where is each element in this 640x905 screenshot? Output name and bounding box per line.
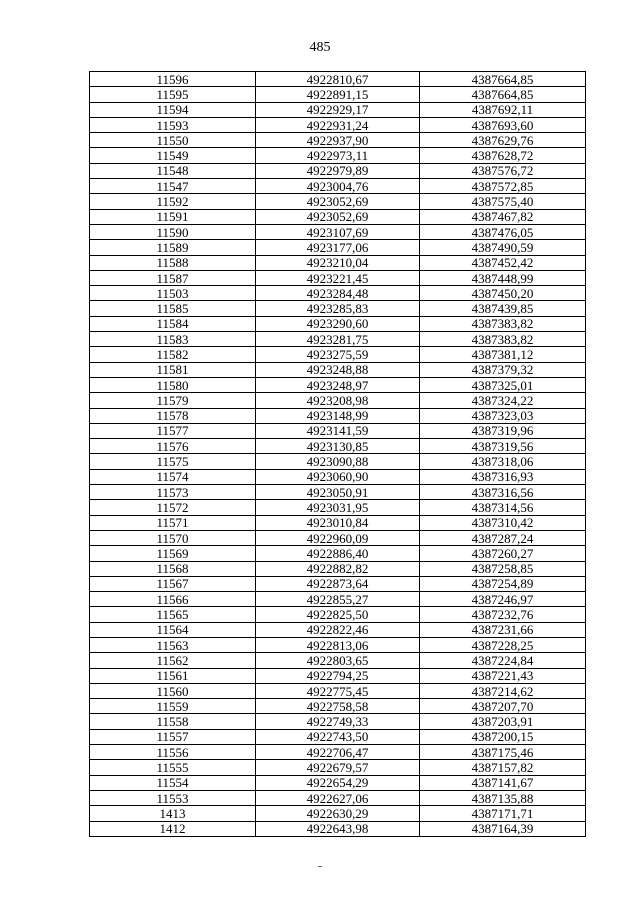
point-number-cell: 11575 [90, 454, 256, 469]
x-coordinate-cell: 4922929,17 [256, 102, 420, 117]
x-coordinate-cell: 4922979,89 [256, 163, 420, 178]
y-coordinate-cell: 4387575,40 [420, 194, 586, 209]
y-coordinate-cell: 4387448,99 [420, 270, 586, 285]
y-coordinate-cell: 4387232,76 [420, 607, 586, 622]
table-row [90, 255, 586, 270]
x-coordinate-cell: 4923208,98 [256, 393, 420, 408]
y-coordinate-cell: 4387246,97 [420, 592, 586, 607]
point-number-cell: 11566 [90, 592, 256, 607]
y-coordinate-cell: 4387439,85 [420, 301, 586, 316]
point-number-cell: 11573 [90, 485, 256, 500]
table-row [90, 714, 586, 729]
y-coordinate-cell: 4387260,27 [420, 546, 586, 561]
table-row [90, 240, 586, 255]
table-row [90, 72, 586, 87]
x-coordinate-cell: 4923275,59 [256, 347, 420, 362]
y-coordinate-cell: 4387324,22 [420, 393, 586, 408]
point-number-cell: 11579 [90, 393, 256, 408]
coordinates-table-body [90, 72, 586, 837]
y-coordinate-cell: 4387628,72 [420, 148, 586, 163]
y-coordinate-cell: 4387383,82 [420, 316, 586, 331]
y-coordinate-cell: 4387200,15 [420, 729, 586, 744]
x-coordinate-cell: 4922627,06 [256, 790, 420, 805]
point-number-cell: 11549 [90, 148, 256, 163]
y-coordinate-cell: 4387224,84 [420, 653, 586, 668]
point-number-cell: 11576 [90, 439, 256, 454]
x-coordinate-cell: 4922654,29 [256, 775, 420, 790]
table-row [90, 806, 586, 821]
x-coordinate-cell: 4923090,88 [256, 454, 420, 469]
y-coordinate-cell: 4387450,20 [420, 286, 586, 301]
point-number-cell: 11596 [90, 72, 256, 87]
table-row [90, 561, 586, 576]
point-number-cell: 11574 [90, 469, 256, 484]
table-row [90, 270, 586, 285]
y-coordinate-cell: 4387572,85 [420, 179, 586, 194]
table-row [90, 439, 586, 454]
table-row [90, 469, 586, 484]
point-number-cell: 11568 [90, 561, 256, 576]
y-coordinate-cell: 4387316,93 [420, 469, 586, 484]
x-coordinate-cell: 4922822,46 [256, 622, 420, 637]
table-row [90, 224, 586, 239]
y-coordinate-cell: 4387203,91 [420, 714, 586, 729]
x-coordinate-cell: 4923052,69 [256, 209, 420, 224]
x-coordinate-cell: 4923177,06 [256, 240, 420, 255]
point-number-cell: 11578 [90, 408, 256, 423]
point-number-cell: 1413 [90, 806, 256, 821]
x-coordinate-cell: 4923248,88 [256, 362, 420, 377]
point-number-cell: 11554 [90, 775, 256, 790]
y-coordinate-cell: 4387467,82 [420, 209, 586, 224]
table-row [90, 148, 586, 163]
point-number-cell: 11584 [90, 316, 256, 331]
point-number-cell: 11590 [90, 224, 256, 239]
x-coordinate-cell: 4922931,24 [256, 117, 420, 132]
y-coordinate-cell: 4387383,82 [420, 332, 586, 347]
y-coordinate-cell: 4387629,76 [420, 133, 586, 148]
point-number-cell: 11594 [90, 102, 256, 117]
table-row [90, 821, 586, 836]
y-coordinate-cell: 4387319,56 [420, 439, 586, 454]
point-number-cell: 11565 [90, 607, 256, 622]
point-number-cell: 11588 [90, 255, 256, 270]
table-row [90, 347, 586, 362]
table-row [90, 485, 586, 500]
y-coordinate-cell: 4387664,85 [420, 72, 586, 87]
x-coordinate-cell: 4923284,48 [256, 286, 420, 301]
x-coordinate-cell: 4922937,90 [256, 133, 420, 148]
x-coordinate-cell: 4922886,40 [256, 546, 420, 561]
table-row [90, 668, 586, 683]
x-coordinate-cell: 4922679,57 [256, 760, 420, 775]
table-row [90, 117, 586, 132]
y-coordinate-cell: 4387325,01 [420, 377, 586, 392]
point-number-cell: 11564 [90, 622, 256, 637]
table-row [90, 775, 586, 790]
point-number-cell: 11561 [90, 668, 256, 683]
y-coordinate-cell: 4387171,71 [420, 806, 586, 821]
point-number-cell: 1412 [90, 821, 256, 836]
table-row [90, 622, 586, 637]
y-coordinate-cell: 4387316,56 [420, 485, 586, 500]
x-coordinate-cell: 4922630,29 [256, 806, 420, 821]
x-coordinate-cell: 4922960,09 [256, 530, 420, 545]
y-coordinate-cell: 4387157,82 [420, 760, 586, 775]
x-coordinate-cell: 4922743,50 [256, 729, 420, 744]
point-number-cell: 11559 [90, 699, 256, 714]
table-row [90, 194, 586, 209]
y-coordinate-cell: 4387379,32 [420, 362, 586, 377]
table-row [90, 163, 586, 178]
table-row [90, 637, 586, 652]
table-row [90, 683, 586, 698]
x-coordinate-cell: 4923248,97 [256, 377, 420, 392]
point-number-cell: 11553 [90, 790, 256, 805]
footer-mark [318, 866, 322, 867]
y-coordinate-cell: 4387221,43 [420, 668, 586, 683]
point-number-cell: 11547 [90, 179, 256, 194]
point-number-cell: 11503 [90, 286, 256, 301]
table-row [90, 316, 586, 331]
table-row [90, 699, 586, 714]
x-coordinate-cell: 4922973,11 [256, 148, 420, 163]
x-coordinate-cell: 4922794,25 [256, 668, 420, 683]
table-row [90, 393, 586, 408]
table-row [90, 546, 586, 561]
x-coordinate-cell: 4922882,82 [256, 561, 420, 576]
x-coordinate-cell: 4923290,60 [256, 316, 420, 331]
x-coordinate-cell: 4922873,64 [256, 576, 420, 591]
table-row [90, 286, 586, 301]
table-row [90, 790, 586, 805]
point-number-cell: 11563 [90, 637, 256, 652]
point-number-cell: 11569 [90, 546, 256, 561]
y-coordinate-cell: 4387164,39 [420, 821, 586, 836]
point-number-cell: 11562 [90, 653, 256, 668]
point-number-cell: 11572 [90, 500, 256, 515]
y-coordinate-cell: 4387318,06 [420, 454, 586, 469]
x-coordinate-cell: 4922775,45 [256, 683, 420, 698]
point-number-cell: 11582 [90, 347, 256, 362]
point-number-cell: 11550 [90, 133, 256, 148]
y-coordinate-cell: 4387231,66 [420, 622, 586, 637]
x-coordinate-cell: 4922825,50 [256, 607, 420, 622]
point-number-cell: 11592 [90, 194, 256, 209]
x-coordinate-cell: 4922891,15 [256, 87, 420, 102]
point-number-cell: 11595 [90, 87, 256, 102]
y-coordinate-cell: 4387135,88 [420, 790, 586, 805]
point-number-cell: 11587 [90, 270, 256, 285]
point-number-cell: 11548 [90, 163, 256, 178]
y-coordinate-cell: 4387228,25 [420, 637, 586, 652]
y-coordinate-cell: 4387254,89 [420, 576, 586, 591]
x-coordinate-cell: 4922643,98 [256, 821, 420, 836]
x-coordinate-cell: 4923148,99 [256, 408, 420, 423]
table-row [90, 332, 586, 347]
y-coordinate-cell: 4387319,96 [420, 423, 586, 438]
point-number-cell: 11560 [90, 683, 256, 698]
table-row [90, 760, 586, 775]
x-coordinate-cell: 4923281,75 [256, 332, 420, 347]
table-row [90, 454, 586, 469]
point-number-cell: 11580 [90, 377, 256, 392]
x-coordinate-cell: 4922855,27 [256, 592, 420, 607]
table-row [90, 423, 586, 438]
x-coordinate-cell: 4923285,83 [256, 301, 420, 316]
y-coordinate-cell: 4387693,60 [420, 117, 586, 132]
table-row [90, 653, 586, 668]
y-coordinate-cell: 4387310,42 [420, 515, 586, 530]
y-coordinate-cell: 4387287,24 [420, 530, 586, 545]
coordinates-table [89, 71, 586, 837]
y-coordinate-cell: 4387141,67 [420, 775, 586, 790]
point-number-cell: 11557 [90, 729, 256, 744]
x-coordinate-cell: 4922749,33 [256, 714, 420, 729]
y-coordinate-cell: 4387576,72 [420, 163, 586, 178]
x-coordinate-cell: 4923210,04 [256, 255, 420, 270]
point-number-cell: 11571 [90, 515, 256, 530]
x-coordinate-cell: 4923004,76 [256, 179, 420, 194]
point-number-cell: 11589 [90, 240, 256, 255]
table-row [90, 209, 586, 224]
x-coordinate-cell: 4922813,06 [256, 637, 420, 652]
table-row [90, 87, 586, 102]
table-row [90, 377, 586, 392]
x-coordinate-cell: 4922706,47 [256, 745, 420, 760]
table-row [90, 500, 586, 515]
x-coordinate-cell: 4922803,65 [256, 653, 420, 668]
x-coordinate-cell: 4923221,45 [256, 270, 420, 285]
x-coordinate-cell: 4923141,59 [256, 423, 420, 438]
y-coordinate-cell: 4387664,85 [420, 87, 586, 102]
y-coordinate-cell: 4387476,05 [420, 224, 586, 239]
table-row [90, 592, 586, 607]
point-number-cell: 11585 [90, 301, 256, 316]
table-row [90, 301, 586, 316]
x-coordinate-cell: 4922810,67 [256, 72, 420, 87]
table-row [90, 515, 586, 530]
y-coordinate-cell: 4387314,56 [420, 500, 586, 515]
y-coordinate-cell: 4387214,62 [420, 683, 586, 698]
point-number-cell: 11567 [90, 576, 256, 591]
x-coordinate-cell: 4923107,69 [256, 224, 420, 239]
table-row [90, 408, 586, 423]
x-coordinate-cell: 4922758,58 [256, 699, 420, 714]
x-coordinate-cell: 4923130,85 [256, 439, 420, 454]
page-number: 485 [309, 40, 331, 55]
x-coordinate-cell: 4923060,90 [256, 469, 420, 484]
point-number-cell: 11583 [90, 332, 256, 347]
table-row [90, 745, 586, 760]
table-row [90, 729, 586, 744]
table-row [90, 102, 586, 117]
point-number-cell: 11577 [90, 423, 256, 438]
y-coordinate-cell: 4387692,11 [420, 102, 586, 117]
point-number-cell: 11591 [90, 209, 256, 224]
point-number-cell: 11555 [90, 760, 256, 775]
table-row [90, 362, 586, 377]
table-row [90, 607, 586, 622]
x-coordinate-cell: 4923031,95 [256, 500, 420, 515]
y-coordinate-cell: 4387207,70 [420, 699, 586, 714]
x-coordinate-cell: 4923052,69 [256, 194, 420, 209]
table-row [90, 530, 586, 545]
y-coordinate-cell: 4387452,42 [420, 255, 586, 270]
table-row [90, 576, 586, 591]
y-coordinate-cell: 4387258,85 [420, 561, 586, 576]
x-coordinate-cell: 4923010,84 [256, 515, 420, 530]
point-number-cell: 11581 [90, 362, 256, 377]
y-coordinate-cell: 4387175,46 [420, 745, 586, 760]
point-number-cell: 11558 [90, 714, 256, 729]
table-row [90, 133, 586, 148]
x-coordinate-cell: 4923050,91 [256, 485, 420, 500]
y-coordinate-cell: 4387323,03 [420, 408, 586, 423]
y-coordinate-cell: 4387490,59 [420, 240, 586, 255]
point-number-cell: 11556 [90, 745, 256, 760]
table-row [90, 179, 586, 194]
point-number-cell: 11593 [90, 117, 256, 132]
y-coordinate-cell: 4387381,12 [420, 347, 586, 362]
point-number-cell: 11570 [90, 530, 256, 545]
